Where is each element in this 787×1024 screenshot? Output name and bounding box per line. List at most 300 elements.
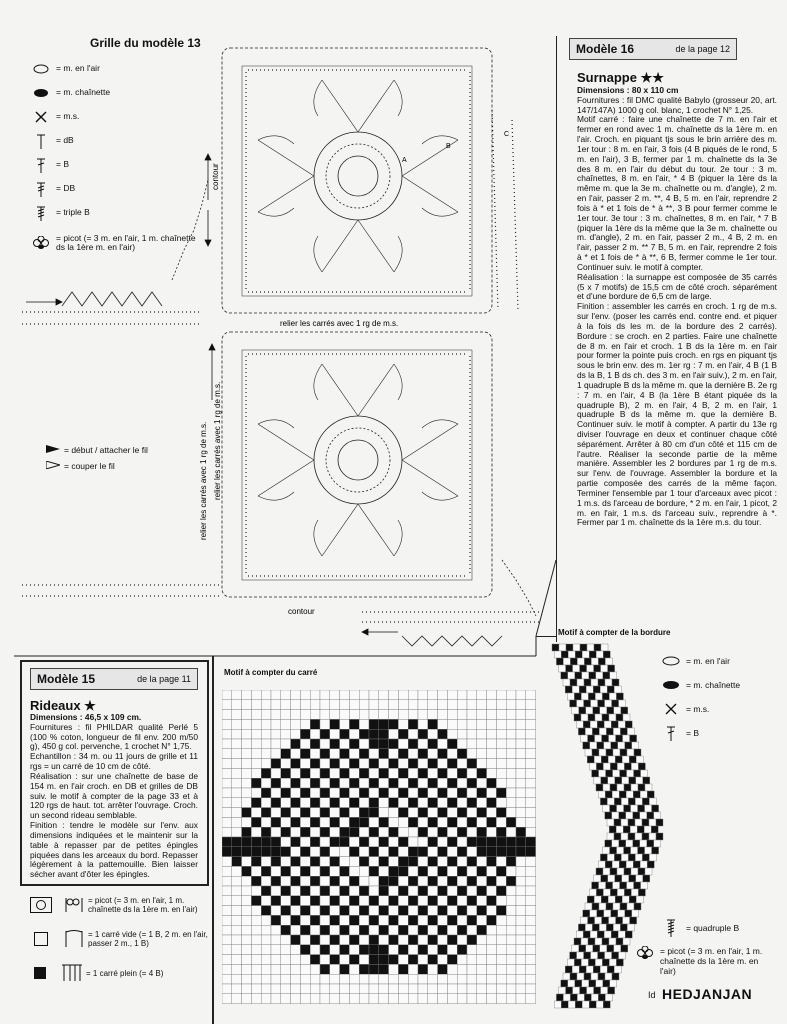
grid-title: Motif à compter du carré xyxy=(224,668,318,677)
grid-cell xyxy=(526,866,536,876)
grid-cell xyxy=(359,896,369,906)
grid-cell xyxy=(261,729,271,739)
grid-cell xyxy=(477,974,487,984)
grid-cell xyxy=(251,827,261,837)
grid-cell xyxy=(330,729,340,739)
border-cell xyxy=(654,840,661,847)
border-cell xyxy=(563,679,570,686)
grid-cell xyxy=(281,974,291,984)
grid-cell xyxy=(526,945,536,955)
border-cell xyxy=(636,756,643,763)
border-cell xyxy=(585,749,592,756)
grid-cell xyxy=(271,788,281,798)
border-cell xyxy=(624,847,631,854)
grid-cell xyxy=(428,896,438,906)
grid-cell xyxy=(349,935,359,945)
grid-cell xyxy=(261,964,271,974)
grid-cell xyxy=(408,866,418,876)
grid-cell xyxy=(291,739,301,749)
grid-cell xyxy=(271,866,281,876)
grid-cell xyxy=(438,778,448,788)
grid-cell xyxy=(477,906,487,916)
grid-cell xyxy=(232,915,242,925)
grid-cell xyxy=(379,700,389,710)
grid-cell xyxy=(340,974,350,984)
grid-cell xyxy=(291,788,301,798)
border-cell xyxy=(600,798,607,805)
grid-cell xyxy=(300,798,310,808)
border-cell xyxy=(612,812,619,819)
grille-title: Grille du modèle 13 xyxy=(90,36,201,50)
grid-cell xyxy=(369,827,379,837)
grid-cell xyxy=(418,974,428,984)
grid-cell xyxy=(340,749,350,759)
border-cell xyxy=(589,889,596,896)
border-cell xyxy=(622,875,629,882)
grid-cell xyxy=(428,945,438,955)
grid-cell xyxy=(369,857,379,867)
grid-cell xyxy=(281,768,291,778)
grid-cell xyxy=(310,896,320,906)
border-cell xyxy=(617,784,624,791)
grid-cell xyxy=(516,798,526,808)
grid-cell xyxy=(359,866,369,876)
grid-cell xyxy=(281,827,291,837)
grid-cell xyxy=(438,749,448,759)
border-cell xyxy=(577,658,584,665)
grid-cell xyxy=(506,857,516,867)
border-cell xyxy=(578,728,585,735)
border-cell xyxy=(626,812,633,819)
border-cell xyxy=(595,938,602,945)
legend-text: = picot (= 3 m. en l'air, 1 m. chaînette ds la 1ère m. en l'air) xyxy=(56,232,196,252)
border-cell xyxy=(568,672,575,679)
grid-cell xyxy=(232,994,242,1004)
grid-cell xyxy=(320,739,330,749)
border-cell xyxy=(603,805,610,812)
border-cell xyxy=(607,966,614,973)
grid-cell xyxy=(251,896,261,906)
grid-cell xyxy=(389,974,399,984)
grid-cell xyxy=(281,906,291,916)
grid-cell xyxy=(438,817,448,827)
border-cell xyxy=(554,651,561,658)
grid-cell xyxy=(467,876,477,886)
grid-cell xyxy=(369,974,379,984)
grid-cell xyxy=(340,935,350,945)
border-cell xyxy=(609,826,616,833)
border-cell xyxy=(603,868,610,875)
border-cell xyxy=(600,686,607,693)
border-cell xyxy=(601,756,608,763)
grid-cell xyxy=(408,857,418,867)
grid-cell xyxy=(349,866,359,876)
grid-cell xyxy=(330,984,340,994)
grid-cell xyxy=(242,945,252,955)
grid-cell xyxy=(340,964,350,974)
grid-cell xyxy=(330,778,340,788)
grid-cell xyxy=(526,935,536,945)
grid-cell xyxy=(447,925,457,935)
label-relier-horizontal: relier les carrés avec 1 rg de m.s. xyxy=(280,319,399,328)
grid-cell xyxy=(428,808,438,818)
border-cell xyxy=(609,714,616,721)
legend-text: = DB xyxy=(56,183,76,194)
grid-cell xyxy=(359,739,369,749)
grid-cell xyxy=(300,749,310,759)
grid-cell xyxy=(389,945,399,955)
border-cell xyxy=(613,903,620,910)
grid-cell xyxy=(330,700,340,710)
grid-cell xyxy=(526,768,536,778)
grid-cell xyxy=(359,886,369,896)
border-cell xyxy=(591,973,598,980)
grid-cell xyxy=(330,768,340,778)
grid-cell xyxy=(418,837,428,847)
grid-cell xyxy=(447,915,457,925)
grid-cell xyxy=(506,788,516,798)
grid-cell xyxy=(418,915,428,925)
grid-cell xyxy=(242,778,252,788)
grid-cell xyxy=(379,866,389,876)
border-cell xyxy=(606,882,613,889)
grid-cell xyxy=(526,994,536,1004)
grid-cell xyxy=(281,817,291,827)
border-cell xyxy=(642,819,649,826)
grid-cell xyxy=(320,925,330,935)
grid-cell xyxy=(340,808,350,818)
grid-cell xyxy=(261,896,271,906)
grid-cell xyxy=(428,719,438,729)
grid-cell xyxy=(271,964,281,974)
grid-cell xyxy=(389,886,399,896)
grid-cell xyxy=(320,788,330,798)
grid-cell xyxy=(261,847,271,857)
grid-cell xyxy=(242,759,252,769)
grid-cell xyxy=(300,955,310,965)
border-cell xyxy=(637,826,644,833)
grid-cell xyxy=(447,710,457,720)
grid-cell xyxy=(487,690,497,700)
modele16-text xyxy=(577,86,777,528)
border-cell xyxy=(623,917,630,924)
quadruple-legend xyxy=(660,918,739,938)
grid-cell xyxy=(418,886,428,896)
border-cell xyxy=(624,784,631,791)
border-cell xyxy=(618,721,625,728)
grid-cell xyxy=(428,827,438,837)
legend-text: = quadruple B xyxy=(686,923,740,933)
grid-cell xyxy=(379,798,389,808)
border-cell xyxy=(656,833,663,840)
grid-cell xyxy=(428,974,438,984)
grid-cell xyxy=(506,719,516,729)
grid-cell xyxy=(389,749,399,759)
grid-cell xyxy=(291,729,301,739)
grid-cell xyxy=(389,827,399,837)
grid-cell xyxy=(516,690,526,700)
grid-cell xyxy=(398,739,408,749)
border-cell xyxy=(607,854,614,861)
grid-cell xyxy=(300,739,310,749)
border-cell xyxy=(574,959,581,966)
border-cell xyxy=(629,777,636,784)
grid-cell xyxy=(379,974,389,984)
border-cell xyxy=(621,945,628,952)
grid-cell xyxy=(291,808,301,818)
grid-cell xyxy=(477,994,487,1004)
grid-cell xyxy=(271,847,281,857)
modele16-page: de la page 12 xyxy=(675,44,730,54)
grid-cell xyxy=(408,837,418,847)
border-cell xyxy=(613,924,620,931)
grid-cell xyxy=(310,710,320,720)
grid-cell xyxy=(506,906,516,916)
grid-cell xyxy=(526,690,536,700)
grid-cell xyxy=(398,955,408,965)
grid-cell xyxy=(398,935,408,945)
grid-cell xyxy=(222,788,232,798)
grid-cell xyxy=(526,964,536,974)
grid-cell xyxy=(457,906,467,916)
grid-cell xyxy=(300,915,310,925)
grid-cell xyxy=(349,808,359,818)
border-cell xyxy=(617,763,624,770)
grid-cell xyxy=(516,866,526,876)
paragraph: Dimensions : 80 x 110 cm xyxy=(577,85,679,95)
grid-cell xyxy=(408,896,418,906)
border-cell xyxy=(594,777,601,784)
border-cell xyxy=(587,987,594,994)
grid-cell xyxy=(418,710,428,720)
grid-cell xyxy=(447,906,457,916)
grid-cell xyxy=(438,964,448,974)
grid-cell xyxy=(379,719,389,729)
grid-cell xyxy=(291,857,301,867)
border-cell xyxy=(574,938,581,945)
border-cell xyxy=(632,910,639,917)
grid-cell xyxy=(447,837,457,847)
border-cell xyxy=(608,777,615,784)
grid-cell xyxy=(251,847,261,857)
grid-cell xyxy=(291,827,301,837)
grid-cell xyxy=(261,749,271,759)
border-cell xyxy=(633,812,640,819)
grid-cell xyxy=(526,925,536,935)
grid-cell xyxy=(526,837,536,847)
grid-cell xyxy=(271,749,281,759)
grid-cell xyxy=(447,974,457,984)
grid-cell xyxy=(506,945,516,955)
border-cell xyxy=(611,742,618,749)
grid-cell xyxy=(271,739,281,749)
border-cell xyxy=(627,882,634,889)
grid-cell xyxy=(418,798,428,808)
border-cell xyxy=(572,966,579,973)
grid-cell xyxy=(428,886,438,896)
grid-cell xyxy=(477,876,487,886)
border-cell xyxy=(621,833,628,840)
grid-cell xyxy=(526,857,536,867)
B-icon xyxy=(660,724,682,742)
grid-cell xyxy=(281,788,291,798)
grid-cell xyxy=(300,866,310,876)
border-cell xyxy=(598,994,605,1001)
grid-cell xyxy=(408,729,418,739)
border-cell xyxy=(561,651,568,658)
border-cell xyxy=(605,973,612,980)
grid-cell xyxy=(261,906,271,916)
grid-cell xyxy=(340,719,350,729)
grid-cell xyxy=(418,876,428,886)
grid-cell xyxy=(379,827,389,837)
grid-cell xyxy=(222,886,232,896)
grid-cell xyxy=(330,808,340,818)
border-cell xyxy=(629,896,636,903)
grid-cell xyxy=(447,768,457,778)
grid-cell xyxy=(281,866,291,876)
grid-cell xyxy=(447,964,457,974)
grid-cell xyxy=(330,719,340,729)
border-cell xyxy=(605,952,612,959)
grid-cell xyxy=(271,945,281,955)
grid-cell xyxy=(251,837,261,847)
grid-cell xyxy=(506,925,516,935)
grid-cell xyxy=(340,945,350,955)
grid-cell xyxy=(242,749,252,759)
grid-cell xyxy=(310,915,320,925)
border-cell xyxy=(607,819,614,826)
grid-cell xyxy=(487,729,497,739)
border-cell xyxy=(570,700,577,707)
grid-cell xyxy=(310,906,320,916)
grid-cell xyxy=(477,837,487,847)
grid-cell xyxy=(496,788,506,798)
grid-cell xyxy=(271,729,281,739)
border-cell xyxy=(616,735,623,742)
grid-cell xyxy=(516,886,526,896)
grid-cell xyxy=(477,886,487,896)
grid-cell xyxy=(330,690,340,700)
grid-cell xyxy=(516,945,526,955)
grid-cell xyxy=(496,710,506,720)
grid-cell xyxy=(477,847,487,857)
grid-cell xyxy=(359,876,369,886)
grid-cell xyxy=(389,857,399,867)
grid-cell xyxy=(300,808,310,818)
grid-cell xyxy=(222,955,232,965)
grid-cell xyxy=(232,768,242,778)
grid-cell xyxy=(477,925,487,935)
grid-cell xyxy=(516,729,526,739)
grid-cell xyxy=(428,768,438,778)
grid-cell xyxy=(222,768,232,778)
grid-cell xyxy=(487,896,497,906)
grid-cell xyxy=(467,768,477,778)
grid-cell xyxy=(379,915,389,925)
border-cell xyxy=(627,749,634,756)
grid-cell xyxy=(222,906,232,916)
border-cell xyxy=(591,700,598,707)
grid-cell xyxy=(320,749,330,759)
grid-cell xyxy=(281,719,291,729)
border-cell xyxy=(600,854,607,861)
grid-cell xyxy=(251,749,261,759)
grid-cell xyxy=(232,817,242,827)
grid-cell xyxy=(398,788,408,798)
grid-cell xyxy=(487,857,497,867)
grid-cell xyxy=(379,896,389,906)
grid-cell xyxy=(232,886,242,896)
grid-cell xyxy=(526,955,536,965)
border-cell xyxy=(593,966,600,973)
border-cell xyxy=(603,980,610,987)
grid-cell xyxy=(389,729,399,739)
motif-square-bottom xyxy=(222,332,492,597)
grid-cell xyxy=(369,935,379,945)
grid-cell xyxy=(310,876,320,886)
grid-cell xyxy=(291,994,301,1004)
border-cell xyxy=(605,861,612,868)
grid-cell xyxy=(496,749,506,759)
grid-cell xyxy=(477,984,487,994)
border-cell xyxy=(641,770,648,777)
grid-cell xyxy=(330,896,340,906)
border-cell xyxy=(612,700,619,707)
grid-cell xyxy=(506,700,516,710)
legend-text: = m. en l'air xyxy=(686,656,730,666)
grid-cell xyxy=(232,788,242,798)
grid-cell xyxy=(418,935,428,945)
grid-cell xyxy=(457,915,467,925)
grid-cell xyxy=(516,906,526,916)
grid-cell xyxy=(369,808,379,818)
grid-cell xyxy=(506,955,516,965)
grid-cell xyxy=(447,719,457,729)
border-cell xyxy=(623,826,630,833)
grid-cell xyxy=(251,857,261,867)
grid-cell xyxy=(271,886,281,896)
border-cell xyxy=(602,714,609,721)
border-cell xyxy=(563,994,570,1001)
grid-cell xyxy=(330,866,340,876)
grid-cell xyxy=(477,768,487,778)
grid-cell xyxy=(349,964,359,974)
border-cell xyxy=(599,882,606,889)
border-cell xyxy=(598,700,605,707)
border-cell xyxy=(594,875,601,882)
grid-cell xyxy=(359,945,369,955)
grid-cell xyxy=(496,915,506,925)
grid-cell xyxy=(428,837,438,847)
grid-cell xyxy=(320,915,330,925)
grid-cell xyxy=(271,896,281,906)
grid-cell xyxy=(487,700,497,710)
grid-cell xyxy=(428,994,438,1004)
grid-cell xyxy=(428,935,438,945)
grid-cell xyxy=(496,964,506,974)
border-cell xyxy=(617,847,624,854)
border-cell xyxy=(610,763,617,770)
border-cell xyxy=(582,1001,589,1008)
border-cell xyxy=(584,700,591,707)
grid-cell xyxy=(232,759,242,769)
grid-cell xyxy=(232,857,242,867)
border-cell xyxy=(629,875,636,882)
border-cell xyxy=(594,987,601,994)
grid-cell xyxy=(418,827,428,837)
legend-text: = couper le fil xyxy=(64,461,115,471)
